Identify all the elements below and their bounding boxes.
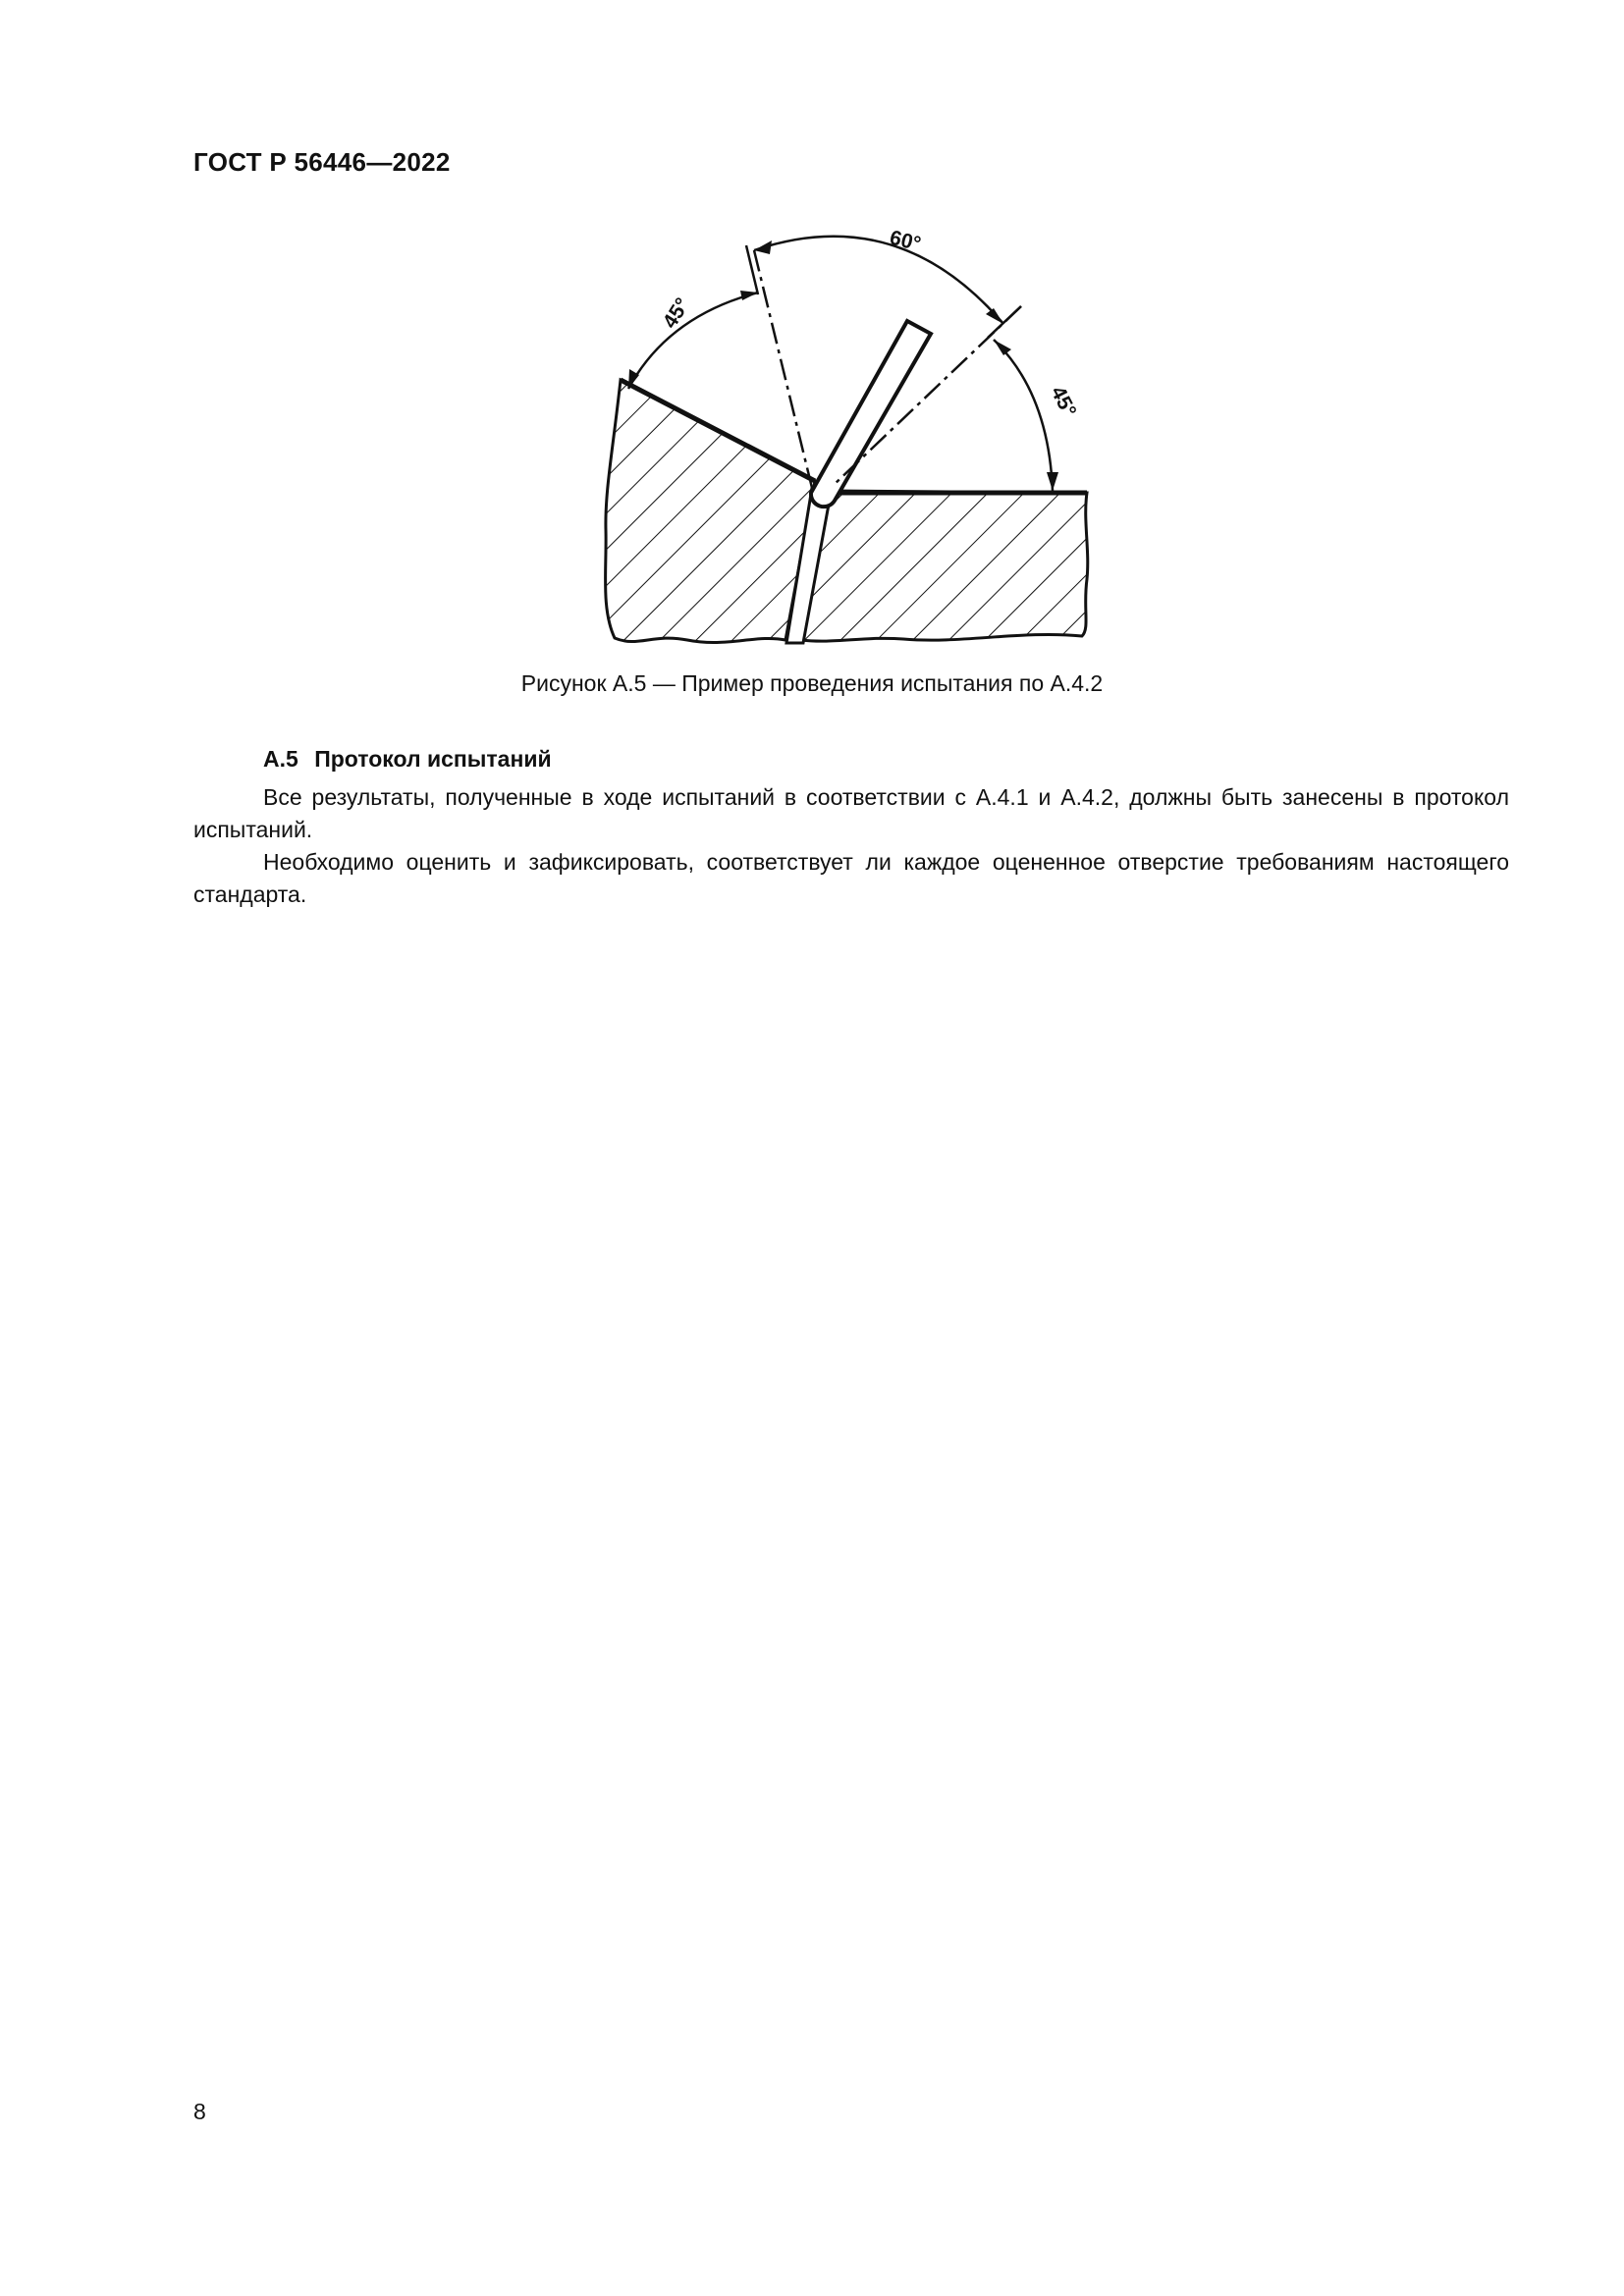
arc-45-right-dimension <box>994 340 1053 491</box>
left-body-hatch <box>606 380 815 643</box>
figure-a5-drawing <box>589 221 1139 658</box>
section-body <box>193 781 1509 911</box>
section-heading <box>263 746 552 773</box>
paragraph: Все результаты, полученные в ходе испытаний в соответствии с А.4.1 и А.4.2, должны быть занесены в протокол испытаний. <box>193 784 1509 842</box>
section-number: А.5 <box>263 746 298 772</box>
section-title: Протокол испытаний <box>314 746 552 772</box>
page-number: 8 <box>193 2099 206 2124</box>
angle-label-45-right: 45° <box>1046 382 1081 421</box>
arc-60-dimension <box>754 237 1003 324</box>
figure-caption: Рисунок А.5 — Пример проведения испытания по А.4.2 <box>520 670 1104 696</box>
figure-a5 <box>589 221 1139 658</box>
extension-line-left <box>746 245 758 294</box>
right-body-hatch <box>801 491 1088 641</box>
paragraph: Необходимо оценить и зафиксировать, соответствует ли каждое оцененное отверстие требованиям настоящего стандарта. <box>193 849 1509 907</box>
probe-rod <box>811 321 931 507</box>
arrowhead <box>1047 472 1058 491</box>
arrowhead <box>754 240 772 254</box>
arrowhead <box>994 340 1011 355</box>
angle-label-60: 60° <box>887 226 924 256</box>
document-standard-id: ГОСТ Р 56446—2022 <box>193 147 451 177</box>
angle-label-45-left: 45° <box>658 294 695 333</box>
arrowhead <box>986 308 1003 324</box>
